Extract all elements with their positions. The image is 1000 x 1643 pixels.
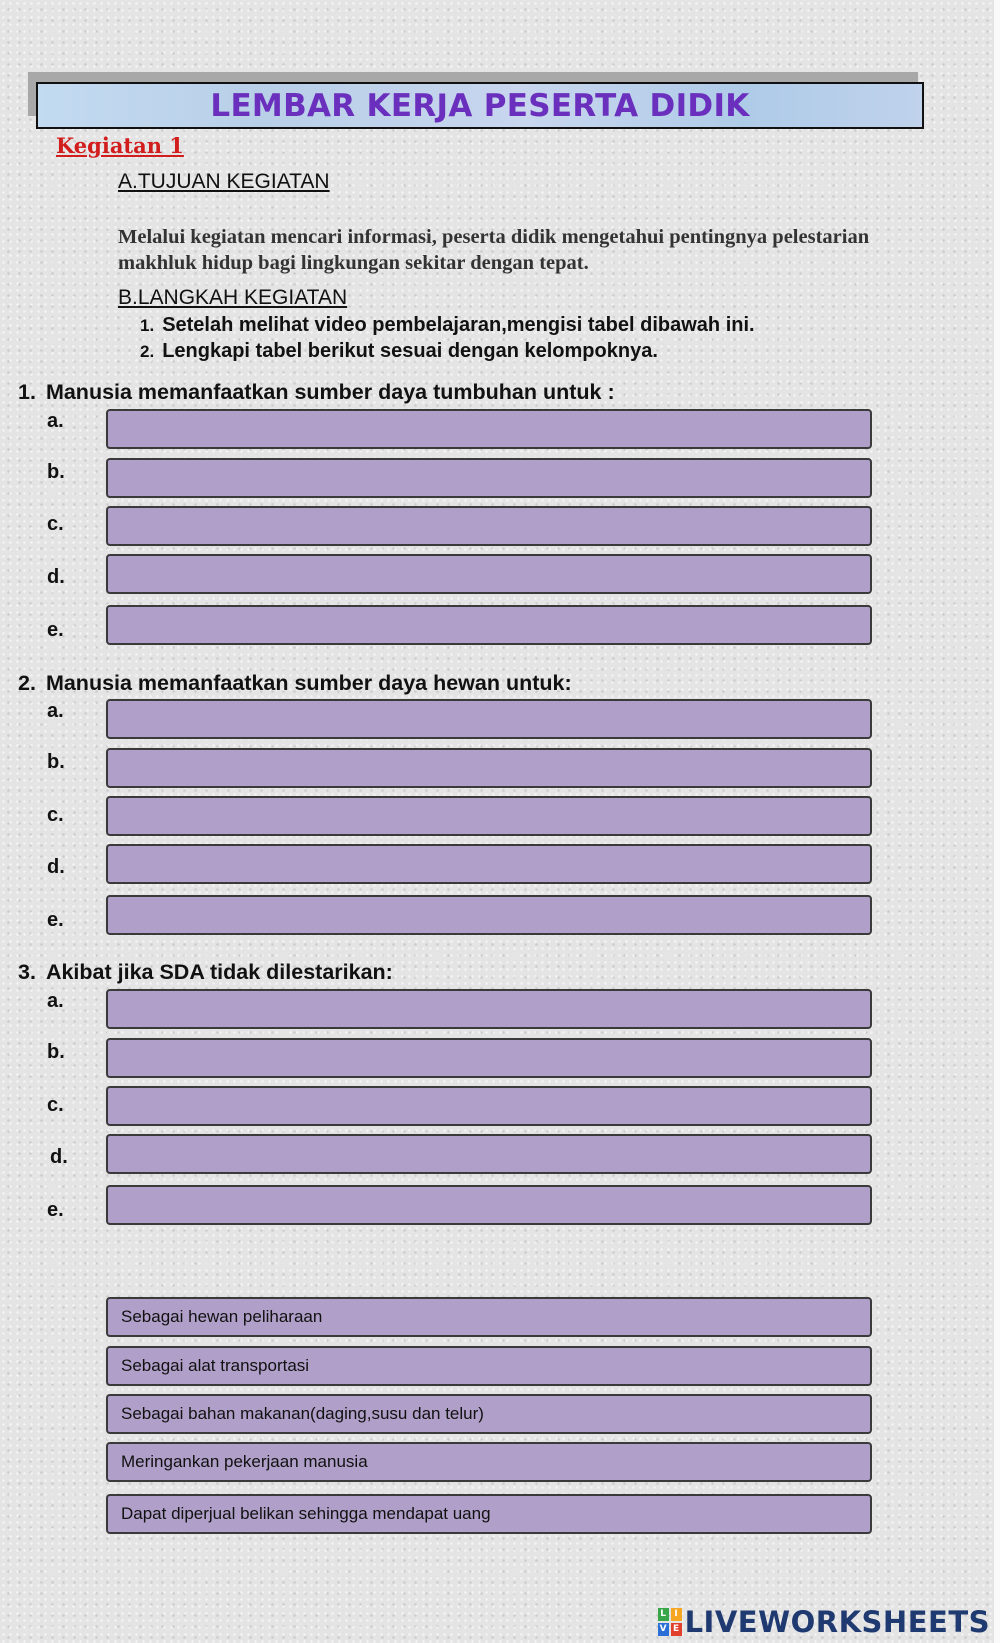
question-text: Manusia memanfaatkan sumber daya tumbuhan untuk : <box>45 380 615 404</box>
q3-letter-e: e. <box>47 1199 64 1221</box>
worksheet-title: LEMBAR KERJA PESERTA DIDIK <box>210 88 750 124</box>
q2-letter-b: b. <box>47 751 65 773</box>
q1-letter-d: d. <box>47 566 65 588</box>
question-number: 2. <box>18 671 36 695</box>
q1-answer-c-input[interactable] <box>106 506 872 546</box>
answer-option-3[interactable]: Sebagai bahan makanan(daging,susu dan telur) <box>106 1394 872 1434</box>
activity-label: Kegiatan 1 <box>56 133 184 158</box>
q3-letter-a: a. <box>47 990 64 1012</box>
q3-answer-c-input[interactable] <box>106 1086 872 1126</box>
question-text: Akibat jika SDA tidak dilestarikan: <box>45 960 393 984</box>
step-2 <box>140 340 658 363</box>
q1-answer-d-input[interactable] <box>106 554 872 594</box>
logo-letter: E <box>671 1623 682 1636</box>
q1-answer-e-input[interactable] <box>106 605 872 645</box>
q2-answer-b-input[interactable] <box>106 748 872 788</box>
step-number: 1. <box>140 316 155 335</box>
q2-letter-e: e. <box>47 909 64 931</box>
step-text: Lengkapi tabel berikut sesuai dengan kelompoknya. <box>162 340 658 362</box>
q3-answer-b-input[interactable] <box>106 1038 872 1078</box>
q3-answer-d-input[interactable] <box>106 1134 872 1174</box>
question-number: 1. <box>18 380 36 404</box>
q2-letter-d: d. <box>47 856 65 878</box>
step-number: 2. <box>140 342 155 361</box>
question-3-title <box>18 960 393 985</box>
question-text: Manusia memanfaatkan sumber daya hewan untuk: <box>45 671 572 695</box>
answer-option-2[interactable]: Sebagai alat transportasi <box>106 1346 872 1386</box>
q3-answer-a-input[interactable] <box>106 989 872 1029</box>
q1-letter-e: e. <box>47 619 64 641</box>
q1-letter-a: a. <box>47 410 64 432</box>
logo-letter: L <box>658 1608 669 1621</box>
q2-letter-c: c. <box>47 804 64 826</box>
question-2-title <box>18 671 572 696</box>
step-text: Setelah melihat video pembelajaran,mengisi tabel dibawah ini. <box>162 314 755 336</box>
page-edge <box>994 0 1000 1643</box>
q2-answer-a-input[interactable] <box>106 699 872 739</box>
step-1 <box>140 314 755 337</box>
question-number: 3. <box>18 960 36 984</box>
logo-letter: V <box>658 1623 669 1636</box>
liveworksheets-brand[interactable] <box>658 1605 990 1639</box>
q2-answer-d-input[interactable] <box>106 844 872 884</box>
q3-answer-e-input[interactable] <box>106 1185 872 1225</box>
q2-answer-c-input[interactable] <box>106 796 872 836</box>
answer-option-5[interactable]: Dapat diperjual belikan sehingga mendapat uang <box>106 1494 872 1534</box>
q3-letter-c: c. <box>47 1094 64 1116</box>
section-b-heading: B.LANGKAH KEGIATAN <box>118 286 348 309</box>
q1-answer-b-input[interactable] <box>106 458 872 498</box>
liveworksheets-wordmark: LIVEWORKSHEETS <box>684 1605 990 1639</box>
q2-letter-a: a. <box>47 700 64 722</box>
answer-option-1[interactable]: Sebagai hewan peliharaan <box>106 1297 872 1337</box>
q3-letter-d: d. <box>50 1146 68 1168</box>
liveworksheets-logo-icon <box>658 1608 682 1636</box>
section-a-heading: A.TUJUAN KEGIATAN <box>118 170 330 193</box>
section-a-description: Melalui kegiatan mencari informasi, peserta didik mengetahui pentingnya pelestarian makhluk hidup bagi lingkungan sekitar dengan tepat. <box>118 226 870 274</box>
answer-option-4[interactable]: Meringankan pekerjaan manusia <box>106 1442 872 1482</box>
logo-letter: I <box>671 1608 682 1621</box>
q1-answer-a-input[interactable] <box>106 409 872 449</box>
q2-answer-e-input[interactable] <box>106 895 872 935</box>
q1-letter-c: c. <box>47 513 64 535</box>
q1-letter-b: b. <box>47 461 65 483</box>
question-1-title <box>18 380 615 405</box>
q3-letter-b: b. <box>47 1041 65 1063</box>
title-banner <box>36 82 924 129</box>
